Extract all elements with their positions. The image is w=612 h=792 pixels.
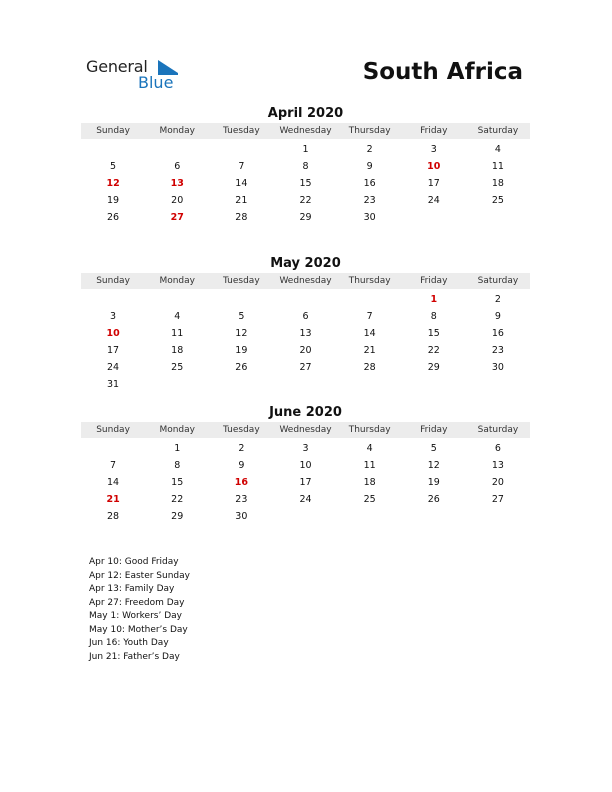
week-row bbox=[81, 508, 530, 525]
week-row bbox=[81, 192, 530, 209]
week-row bbox=[81, 474, 530, 491]
day-cell: 3 bbox=[302, 443, 309, 454]
week-row bbox=[81, 491, 530, 508]
day-cell: 17 bbox=[107, 345, 120, 356]
empty-day-cell bbox=[209, 291, 273, 308]
day-cell: 30 bbox=[235, 511, 248, 522]
day-cell: 16 bbox=[363, 178, 376, 189]
weekday-label: Monday bbox=[159, 126, 195, 136]
day-cell: 23 bbox=[363, 195, 376, 206]
day-cell: 6 bbox=[494, 443, 501, 454]
day-cell: 19 bbox=[107, 195, 120, 206]
weekday-label: Tuesday bbox=[223, 276, 260, 286]
day-cell: 13 bbox=[491, 460, 504, 471]
empty-day-cell bbox=[81, 291, 145, 308]
weeks bbox=[81, 291, 530, 393]
generalblue-logo bbox=[86, 57, 196, 93]
empty-day-cell bbox=[273, 508, 337, 525]
day-cell: 8 bbox=[174, 460, 181, 471]
day-cell: 18 bbox=[363, 477, 376, 488]
month-title: June 2020 bbox=[269, 405, 342, 420]
day-cell: 30 bbox=[491, 362, 504, 373]
day-cell: 4 bbox=[494, 144, 501, 155]
day-cell: 5 bbox=[110, 161, 117, 172]
day-cell: 26 bbox=[235, 362, 248, 373]
day-cell: 23 bbox=[491, 345, 504, 356]
day-cell: 24 bbox=[427, 195, 440, 206]
empty-day-cell bbox=[209, 141, 273, 158]
week-row bbox=[81, 175, 530, 192]
empty-day-cell bbox=[338, 508, 402, 525]
day-cell: 26 bbox=[427, 494, 440, 505]
empty-day-cell bbox=[402, 508, 466, 525]
weekday-header-row bbox=[81, 422, 530, 438]
week-row bbox=[81, 440, 530, 457]
holiday-list bbox=[89, 556, 190, 664]
day-cell: 24 bbox=[107, 362, 120, 373]
day-cell: 14 bbox=[235, 178, 248, 189]
week-row bbox=[81, 359, 530, 376]
holiday-entry: Apr 12: Easter Sunday bbox=[89, 570, 190, 581]
month-may bbox=[81, 255, 530, 393]
day-cell: 10 bbox=[299, 460, 312, 471]
empty-day-cell bbox=[145, 376, 209, 393]
day-cell: 1 bbox=[174, 443, 181, 454]
day-cell: 16 bbox=[491, 328, 504, 339]
day-cell: 20 bbox=[491, 477, 504, 488]
day-cell: 15 bbox=[427, 328, 440, 339]
day-cell: 27 bbox=[299, 362, 312, 373]
weekday-label: Wednesday bbox=[279, 425, 332, 435]
day-cell: 7 bbox=[110, 460, 117, 471]
empty-day-cell bbox=[273, 291, 337, 308]
empty-day-cell bbox=[273, 376, 337, 393]
week-row bbox=[81, 457, 530, 474]
holiday-day-cell: 16 bbox=[234, 477, 248, 488]
day-cell: 14 bbox=[363, 328, 376, 339]
day-cell: 4 bbox=[366, 443, 373, 454]
weekday-label: Thursday bbox=[348, 126, 391, 136]
weekday-label: Wednesday bbox=[279, 276, 332, 286]
holiday-day-cell: 10 bbox=[427, 161, 441, 172]
week-row bbox=[81, 291, 530, 308]
day-cell: 3 bbox=[110, 311, 117, 322]
day-cell: 11 bbox=[491, 161, 504, 172]
day-cell: 13 bbox=[299, 328, 312, 339]
day-cell: 12 bbox=[427, 460, 440, 471]
day-cell: 17 bbox=[427, 178, 440, 189]
weekday-label: Sunday bbox=[96, 276, 130, 286]
day-cell: 17 bbox=[299, 477, 312, 488]
day-cell: 1 bbox=[302, 144, 309, 155]
day-cell: 5 bbox=[238, 311, 245, 322]
day-cell: 8 bbox=[430, 311, 437, 322]
day-cell: 20 bbox=[299, 345, 312, 356]
day-cell: 2 bbox=[494, 294, 501, 305]
day-cell: 15 bbox=[171, 477, 184, 488]
day-cell: 30 bbox=[363, 212, 376, 223]
week-row bbox=[81, 342, 530, 359]
day-cell: 6 bbox=[174, 161, 181, 172]
day-cell: 29 bbox=[427, 362, 440, 373]
day-cell: 25 bbox=[363, 494, 376, 505]
weeks bbox=[81, 141, 530, 226]
week-row bbox=[81, 325, 530, 342]
empty-day-cell bbox=[338, 291, 402, 308]
day-cell: 2 bbox=[366, 144, 373, 155]
holiday-day-cell: 27 bbox=[170, 212, 184, 223]
weekday-label: Wednesday bbox=[279, 126, 332, 136]
day-cell: 22 bbox=[171, 494, 184, 505]
day-cell: 2 bbox=[238, 443, 245, 454]
week-row bbox=[81, 141, 530, 158]
weekday-header-row bbox=[81, 123, 530, 139]
weekday-label: Friday bbox=[420, 276, 448, 286]
empty-day-cell bbox=[466, 209, 530, 226]
day-cell: 28 bbox=[363, 362, 376, 373]
weekday-label: Tuesday bbox=[223, 425, 260, 435]
day-cell: 18 bbox=[171, 345, 184, 356]
weekday-label: Thursday bbox=[348, 276, 391, 286]
day-cell: 15 bbox=[299, 178, 312, 189]
day-cell: 11 bbox=[171, 328, 184, 339]
day-cell: 9 bbox=[494, 311, 501, 322]
holiday-entry: Apr 13: Family Day bbox=[89, 584, 175, 594]
day-cell: 24 bbox=[299, 494, 312, 505]
day-cell: 9 bbox=[366, 161, 373, 172]
day-cell: 28 bbox=[107, 511, 120, 522]
week-row bbox=[81, 376, 530, 393]
day-cell: 6 bbox=[302, 311, 309, 322]
empty-day-cell bbox=[402, 209, 466, 226]
weekday-label: Friday bbox=[420, 126, 448, 136]
weekday-label: Monday bbox=[159, 425, 195, 435]
month-april bbox=[81, 105, 530, 226]
day-cell: 11 bbox=[363, 460, 376, 471]
day-cell: 18 bbox=[491, 178, 504, 189]
month-june bbox=[81, 404, 530, 525]
weekday-label: Saturday bbox=[477, 276, 519, 286]
month-title: May 2020 bbox=[270, 256, 341, 271]
week-row bbox=[81, 209, 530, 226]
holiday-entry: May 10: Mother’s Day bbox=[89, 624, 188, 635]
weekday-label: Saturday bbox=[477, 425, 519, 435]
country-title: South Africa bbox=[362, 59, 523, 85]
day-cell: 27 bbox=[491, 494, 504, 505]
logo-word-blue: Blue bbox=[138, 73, 174, 92]
weekday-label: Friday bbox=[420, 425, 448, 435]
weekday-label: Thursday bbox=[348, 425, 391, 435]
day-cell: 28 bbox=[235, 212, 248, 223]
weekday-label: Tuesday bbox=[223, 126, 260, 136]
day-cell: 7 bbox=[238, 161, 245, 172]
empty-day-cell bbox=[466, 376, 530, 393]
weeks bbox=[81, 440, 530, 525]
day-cell: 29 bbox=[299, 212, 312, 223]
day-cell: 22 bbox=[299, 195, 312, 206]
day-cell: 14 bbox=[107, 477, 120, 488]
day-cell: 29 bbox=[171, 511, 184, 522]
empty-day-cell bbox=[81, 141, 145, 158]
day-cell: 19 bbox=[235, 345, 248, 356]
holiday-day-cell: 13 bbox=[170, 178, 184, 189]
holiday-day-cell: 21 bbox=[106, 494, 120, 505]
weekday-label: Sunday bbox=[96, 126, 130, 136]
weekday-label: Saturday bbox=[477, 126, 519, 136]
day-cell: 25 bbox=[491, 195, 504, 206]
day-cell: 21 bbox=[363, 345, 376, 356]
empty-day-cell bbox=[209, 376, 273, 393]
day-cell: 26 bbox=[107, 212, 120, 223]
holiday-entry: Apr 10: Good Friday bbox=[89, 557, 179, 567]
empty-day-cell bbox=[466, 508, 530, 525]
day-cell: 12 bbox=[235, 328, 248, 339]
holiday-day-cell: 1 bbox=[430, 294, 438, 305]
day-cell: 9 bbox=[238, 460, 245, 471]
holiday-day-cell: 10 bbox=[106, 328, 120, 339]
week-row bbox=[81, 158, 530, 175]
holiday-entry: Apr 27: Freedom Day bbox=[89, 597, 185, 608]
empty-day-cell bbox=[145, 141, 209, 158]
day-cell: 23 bbox=[235, 494, 248, 505]
empty-day-cell bbox=[145, 291, 209, 308]
day-cell: 22 bbox=[427, 345, 440, 356]
day-cell: 21 bbox=[235, 195, 248, 206]
day-cell: 3 bbox=[430, 144, 437, 155]
holiday-day-cell: 12 bbox=[106, 178, 120, 189]
week-row bbox=[81, 308, 530, 325]
holiday-entry: Jun 16: Youth Day bbox=[89, 638, 169, 648]
weekday-label: Sunday bbox=[96, 425, 130, 435]
day-cell: 4 bbox=[174, 311, 181, 322]
weekday-label: Monday bbox=[159, 276, 195, 286]
day-cell: 31 bbox=[107, 379, 120, 390]
day-cell: 20 bbox=[171, 195, 184, 206]
empty-day-cell bbox=[338, 376, 402, 393]
day-cell: 7 bbox=[366, 311, 373, 322]
day-cell: 19 bbox=[427, 477, 440, 488]
empty-day-cell bbox=[402, 376, 466, 393]
logo-word-general: General bbox=[86, 57, 148, 76]
day-cell: 8 bbox=[302, 161, 309, 172]
day-cell: 5 bbox=[430, 443, 437, 454]
empty-day-cell bbox=[81, 440, 145, 457]
holiday-entry: May 1: Workers’ Day bbox=[89, 611, 182, 621]
month-title: April 2020 bbox=[267, 106, 344, 121]
day-cell: 25 bbox=[171, 362, 184, 373]
holiday-entry: Jun 21: Father’s Day bbox=[89, 651, 180, 662]
weekday-header-row bbox=[81, 273, 530, 289]
